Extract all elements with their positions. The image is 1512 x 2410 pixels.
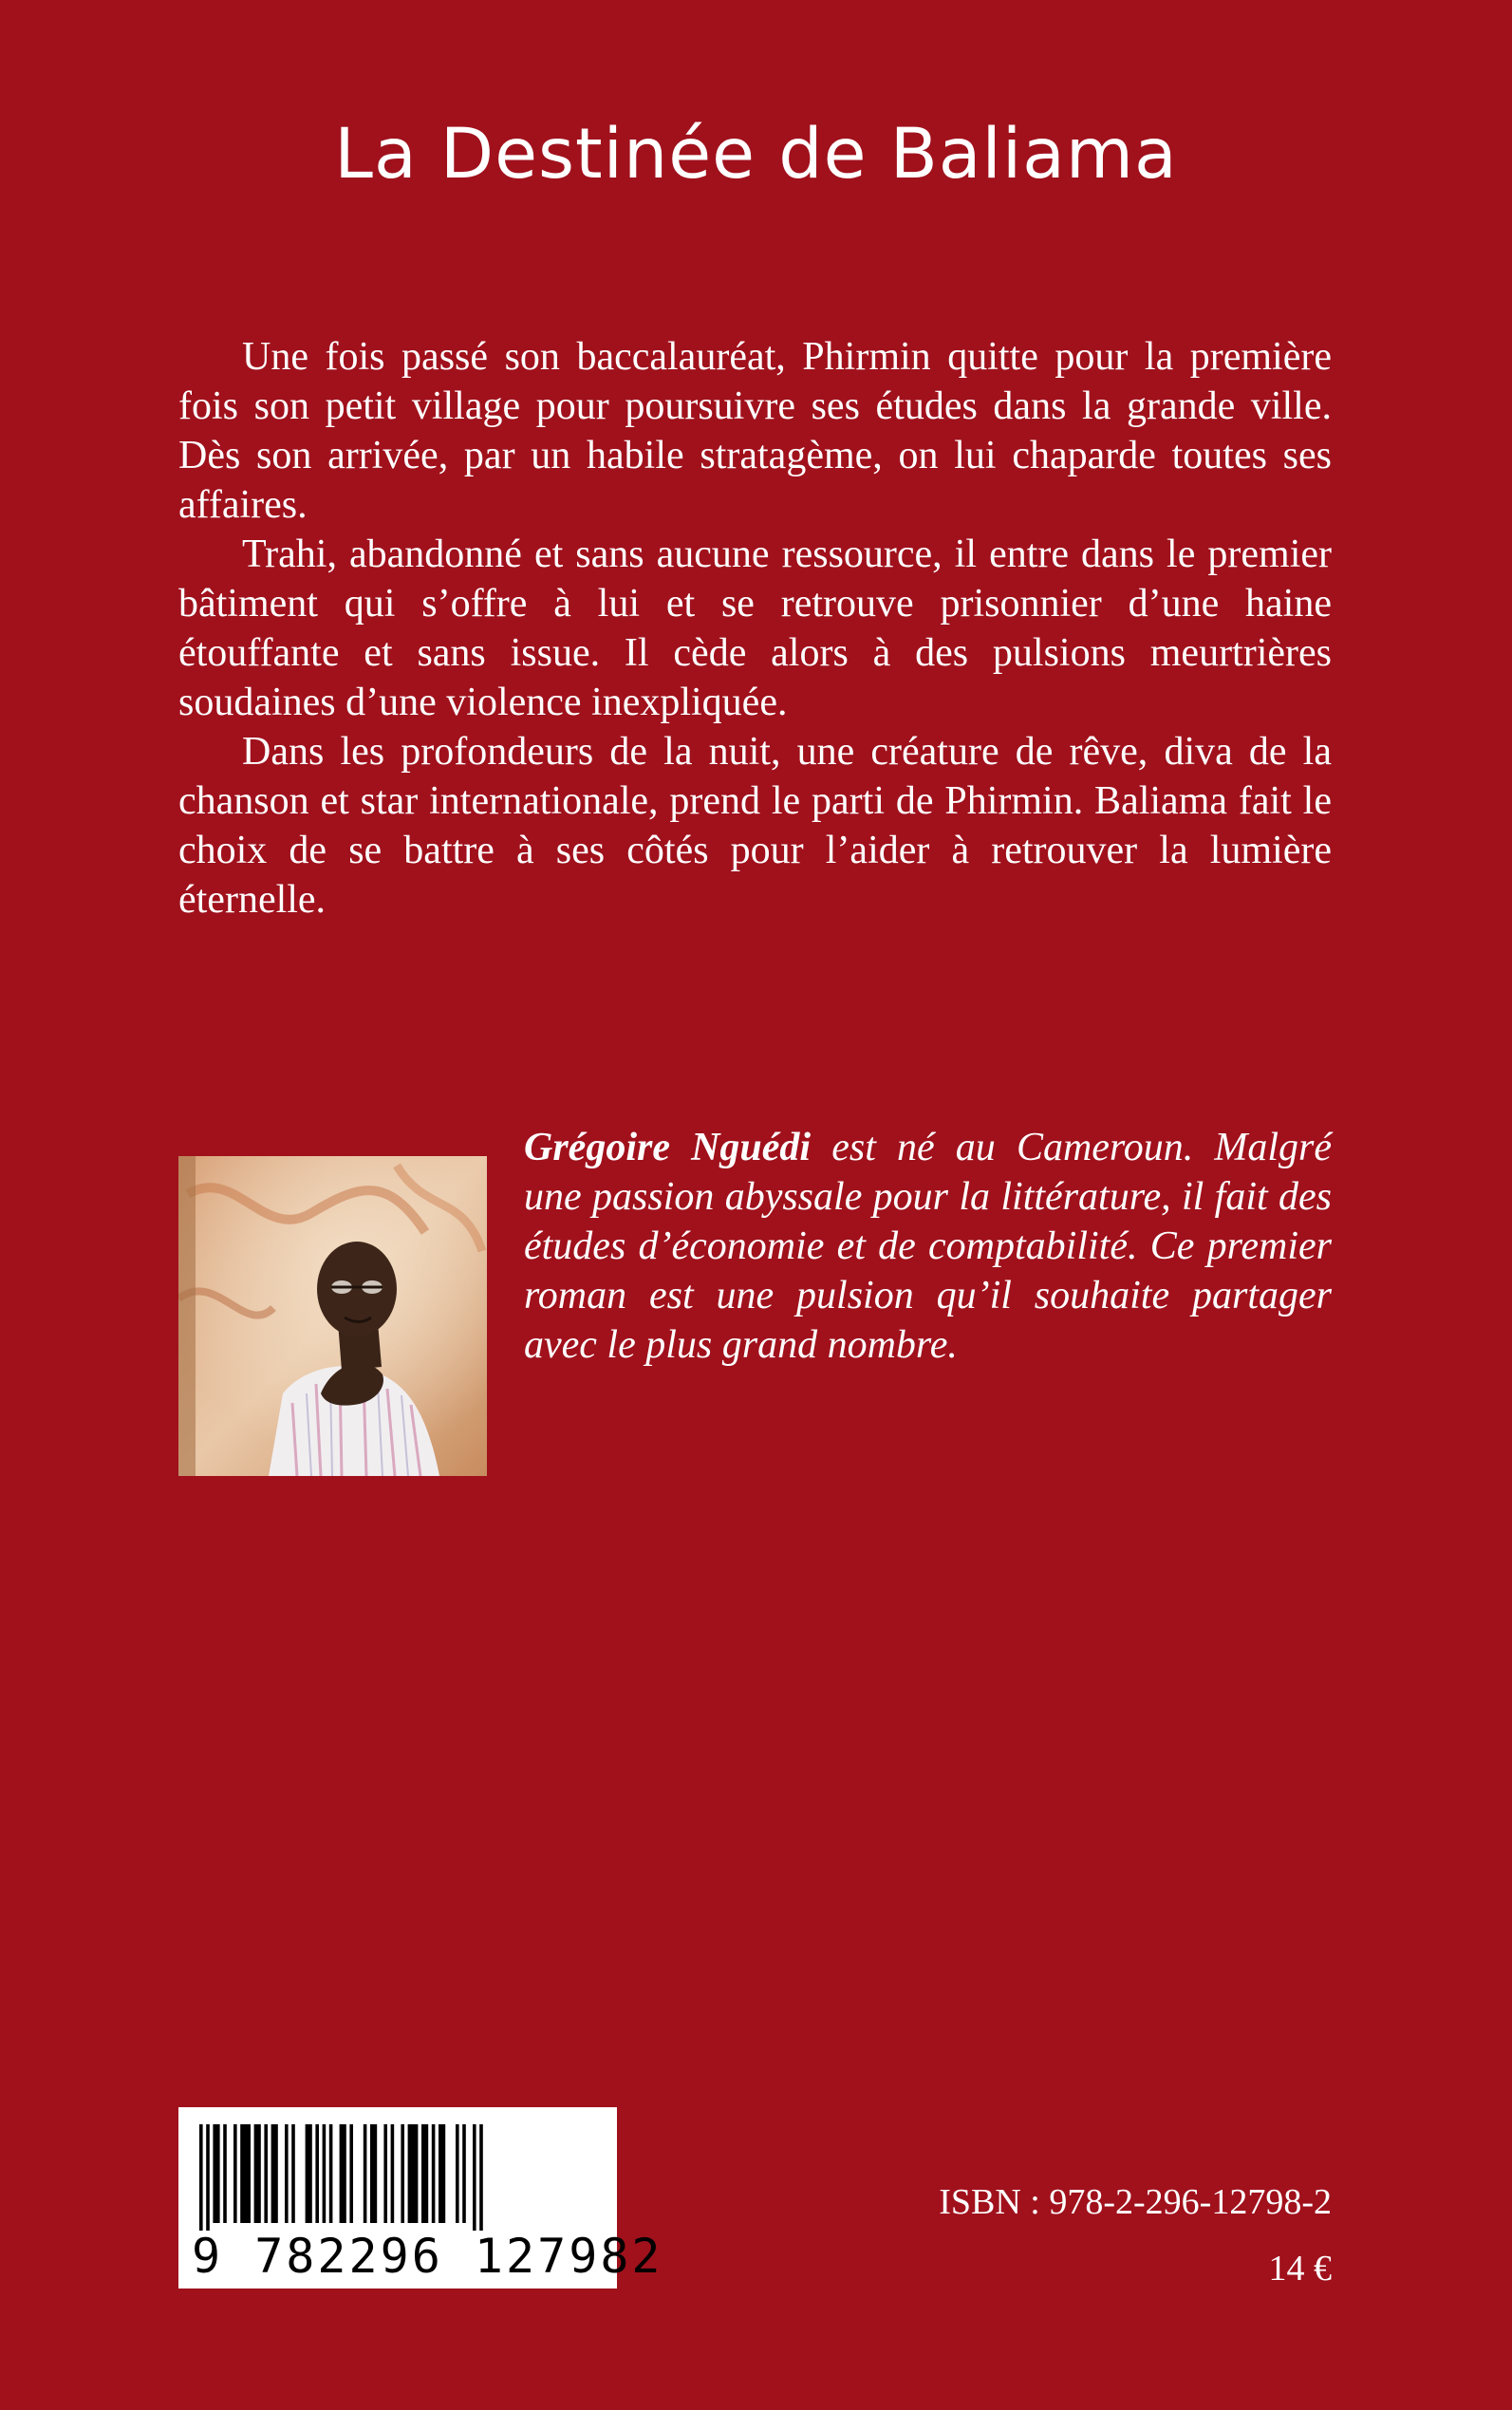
barcode-digits: 9 782296 127982 — [192, 2229, 663, 2284]
price: 14 € — [1268, 2249, 1332, 2289]
author-bio — [524, 1123, 1332, 1370]
synopsis-paragraph: Une fois passé son baccalauréat, Phirmin quitte pour la première fois son petit village pour poursuivre ses études dans la grande ville. Dès son arrivée, par un habile stratagème, on lui chaparde toutes ses affaires. — [178, 335, 1332, 527]
barcode-bar — [370, 2124, 377, 2223]
barcode-bar — [364, 2124, 367, 2223]
barcode-bar — [323, 2124, 327, 2223]
barcode-bar — [291, 2124, 295, 2223]
book-title: La Destinée de Baliama — [334, 114, 1178, 195]
barcode-bar — [329, 2124, 333, 2223]
barcode-bar — [479, 2124, 483, 2231]
barcode-bar — [254, 2124, 261, 2223]
isbn: ISBN : 978-2-296-12798-2 — [939, 2182, 1332, 2222]
barcode-bar — [408, 2124, 419, 2223]
barcode-bar — [473, 2124, 476, 2231]
barcode-bar — [315, 2124, 319, 2223]
barcode-bar — [285, 2124, 289, 2223]
barcode-bar — [271, 2124, 278, 2223]
barcode — [178, 2107, 663, 2289]
barcode-bar — [349, 2124, 353, 2223]
synopsis — [178, 332, 1332, 925]
barcode-bar — [432, 2124, 436, 2223]
barcode-bar — [240, 2124, 251, 2223]
barcode-bar — [391, 2124, 395, 2223]
barcode-bar — [439, 2124, 445, 2223]
barcode-bar — [233, 2124, 237, 2223]
barcode-bar — [456, 2124, 459, 2223]
author-bio-text: est né au Cameroun. Malgré une passion abyssale pour la littérature, il fait des études d’économie et de comptabilité. Ce premier roman est une pulsion qu’il souhaite partager avec le plus grand nombre. — [524, 1126, 1332, 1367]
author-photo — [178, 1156, 487, 1476]
author-name: Grégoire Nguédi — [524, 1126, 812, 1169]
barcode-bar — [340, 2124, 346, 2223]
barcode-bar — [401, 2124, 404, 2223]
barcode-bar — [421, 2124, 428, 2223]
barcode-bar — [462, 2124, 466, 2223]
barcode-bar — [199, 2124, 203, 2231]
barcode-bar — [206, 2124, 210, 2231]
synopsis-paragraph: Trahi, abandonné et sans aucune ressource, il entre dans le premier bâtiment qui s’offre à lui et se retrouve prisonnier d’une haine étouffante et sans issue. Il cède alors à des pulsions meurtrières soudaines d’une violence inexpliquée. — [178, 532, 1332, 724]
barcode-bars — [196, 2124, 600, 2231]
barcode-bar — [223, 2124, 227, 2223]
barcode-bar — [264, 2124, 268, 2223]
barcode-bar — [306, 2124, 312, 2223]
barcode-bar — [213, 2124, 219, 2223]
barcode-bar — [383, 2124, 387, 2223]
synopsis-paragraph: Dans les profondeurs de la nuit, une créature de rêve, diva de la chanson et star internationale, prend le parti de Phirmin. Baliama fait le choix de se battre à ses côtés pour l’aider à retrouver la lumière éternelle. — [178, 730, 1332, 922]
author-portrait-image — [178, 1156, 487, 1476]
